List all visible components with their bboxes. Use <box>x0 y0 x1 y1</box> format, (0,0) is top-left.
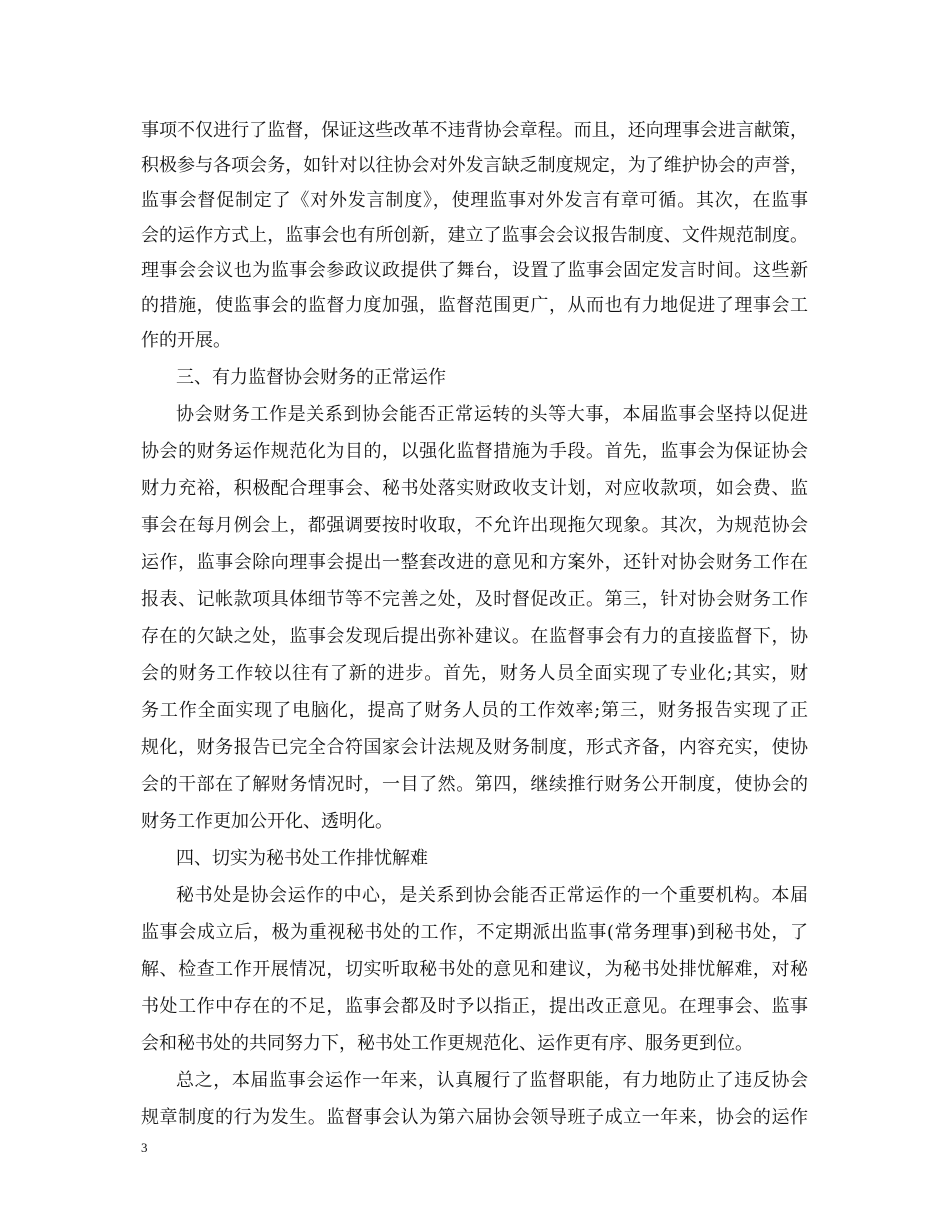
text-line: 秘书处是协会运作的中心，是关系到协会能否正常运作的一个重要机构。本届 <box>176 885 809 906</box>
text-line: 总之，本届监事会运作一年来，认真履行了监督职能，有力地防止了违反协会 <box>176 1070 809 1091</box>
section-heading: 三、有力监督协会财务的正常运作 <box>176 367 446 388</box>
text-line: 务工作全面实现了电脑化，提高了财务人员的工作效率;第三，财务报告实现了正 <box>141 700 809 721</box>
text-line: 财力充裕，积极配合理事会、秘书处落实财政收支计划，对应收款项，如会费、监 <box>141 478 809 499</box>
text-line: 书处工作中存在的不足，监事会都及时予以指正，提出改正意见。在理事会、监事 <box>141 996 809 1017</box>
text-line: 监事会督促制定了《对外发言制度》，使理监事对外发言有章可循。其次，在监事 <box>141 190 809 211</box>
text-line: 监事会成立后，极为重视秘书处的工作，不定期派出监事(常务理事)到秘书处，了 <box>141 922 809 943</box>
page-number: 3 <box>141 1140 148 1155</box>
text-line: 协会的财务运作规范化为目的，以强化监督措施为手段。首先，监事会为保证协会 <box>141 441 809 462</box>
text-line: 存在的欠缺之处，监事会发现后提出弥补建议。在监督事会有力的直接监督下，协 <box>141 626 809 647</box>
text-line: 事项不仅进行了监督，保证这些改革不违背协会章程。而且，还向理事会进言献策， <box>141 120 809 141</box>
text-line: 理事会会议也为监事会参政议政提供了舞台，设置了监事会固定发言时间。这些新 <box>141 260 809 281</box>
text-line: 会的干部在了解财务情况时，一目了然。第四，继续推行财务公开制度，使协会的 <box>141 774 809 795</box>
text-line: 事会在每月例会上，都强调要按时收取，不允许出现拖欠现象。其次，为规范协会 <box>141 515 809 536</box>
text-line: 规章制度的行为发生。监督事会认为第六届协会领导班子成立一年来，协会的运作 <box>141 1107 809 1128</box>
section-heading: 四、切实为秘书处工作排忧解难 <box>176 848 428 869</box>
text-line: 运作，监事会除向理事会提出一整套改进的意见和方案外，还针对协会财务工作在 <box>141 552 809 573</box>
text-line: 的措施，使监事会的监督力度加强，监督范围更广，从而也有力地促进了理事会工 <box>141 295 809 316</box>
text-line: 解、检查工作开展情况，切实听取秘书处的意见和建议，为秘书处排忧解难，对秘 <box>141 959 809 980</box>
text-line: 报表、记帐款项具体细节等不完善之处，及时督促改正。第三，针对协会财务工作 <box>141 589 809 610</box>
text-line: 财务工作更加公开化、透明化。 <box>141 811 393 832</box>
text-line: 会的运作方式上，监事会也有所创新，建立了监事会会议报告制度、文件规范制度。 <box>141 225 809 246</box>
text-line: 会的财务工作较以往有了新的进步。首先，财务人员全面实现了专业化;其实，财 <box>141 663 809 684</box>
text-line: 会和秘书处的共同努力下，秘书处工作更规范化、运作更有序、服务更到位。 <box>141 1033 753 1054</box>
text-line: 作的开展。 <box>141 330 231 351</box>
text-line: 积极参与各项会务，如针对以往协会对外发言缺乏制度规定，为了维护协会的声誉， <box>141 155 809 176</box>
text-line: 协会财务工作是关系到协会能否正常运转的头等大事，本届监事会坚持以促进 <box>176 404 809 425</box>
text-line: 规化，财务报告已完全合符国家会计法规及财务制度，形式齐备，内容充实，使协 <box>141 737 809 758</box>
